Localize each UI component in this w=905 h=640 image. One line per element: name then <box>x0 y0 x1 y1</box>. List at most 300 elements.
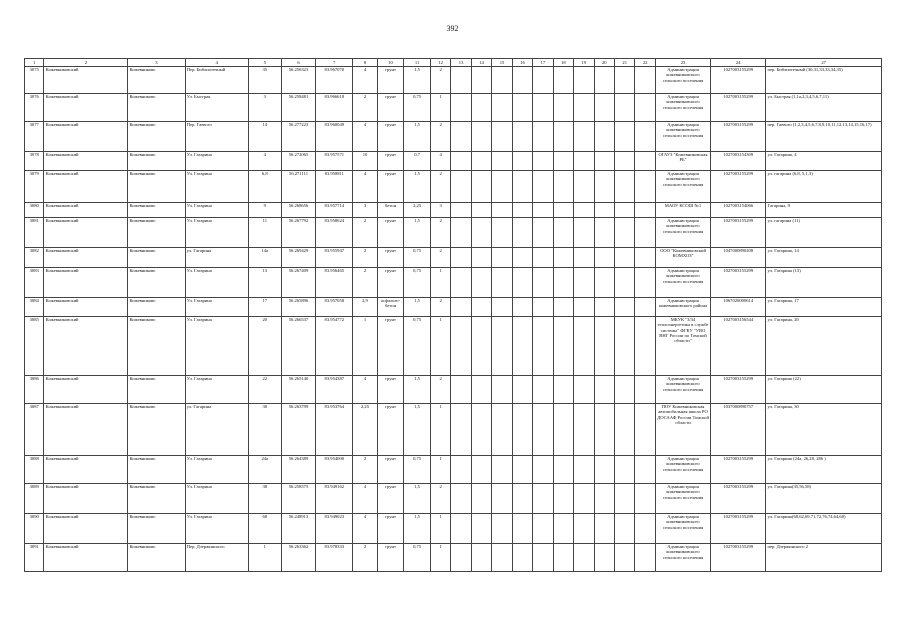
cell-note: ул. Гагарина, 20 <box>766 316 882 375</box>
cell-empty <box>451 316 471 375</box>
cell-len: 4 <box>248 151 281 170</box>
cell-km: 0,75 <box>404 455 431 483</box>
cell-empty <box>492 543 512 571</box>
cell-km: 0,7 <box>404 151 431 170</box>
cell-cat: 2 <box>430 66 450 93</box>
cell-street: Ул. Гагарина <box>185 170 248 202</box>
cell-note: ул. Гагарина(35,56,58) <box>766 483 882 513</box>
cell-width: 4 <box>353 66 378 93</box>
cell-empty <box>471 247 491 267</box>
cell-ogrn: 1027003155299 <box>711 217 766 247</box>
cell-lon: 83.955947 <box>316 247 353 267</box>
cell-empty <box>635 202 655 217</box>
header-cell: 5 <box>248 59 281 67</box>
cell-district: Кожевниковский <box>44 121 128 151</box>
road-register-table <box>24 58 882 572</box>
cell-empty <box>471 375 491 403</box>
cell-empty <box>512 375 532 403</box>
cell-empty <box>553 66 573 93</box>
cell-n: 3081 <box>25 217 44 247</box>
cell-street: Ул. Гагарина <box>185 151 248 170</box>
cell-cat: 2 <box>430 297 450 316</box>
table-row <box>25 455 882 483</box>
cell-empty <box>614 267 634 297</box>
cell-street: Ул. Гагарина <box>185 297 248 316</box>
cell-district: Кожевниковский <box>44 66 128 93</box>
cell-note: ул. Гагарина, 4 <box>766 151 882 170</box>
table-row <box>25 170 882 202</box>
cell-km: 1,5 <box>404 170 431 202</box>
cell-lon: 83.953764 <box>316 403 353 455</box>
table-row <box>25 202 882 217</box>
cell-settlement: Кожевниково <box>128 483 185 513</box>
cell-empty <box>533 93 553 121</box>
cell-n: 3086 <box>25 375 44 403</box>
cell-empty <box>614 66 634 93</box>
cell-empty <box>451 151 471 170</box>
cell-empty <box>471 267 491 297</box>
cell-empty <box>471 316 491 375</box>
header-cell: 23 <box>655 59 710 67</box>
cell-empty <box>635 217 655 247</box>
table-row <box>25 513 882 543</box>
header-cell: 2 <box>44 59 128 67</box>
cell-ogrn: 1027003155299 <box>711 170 766 202</box>
cell-empty <box>512 483 532 513</box>
cell-note: ул. Гагарина (24а, 26,28, 286 ) <box>766 455 882 483</box>
cell-empty <box>533 455 553 483</box>
cell-empty <box>492 483 512 513</box>
cell-empty <box>553 247 573 267</box>
cell-district: Кожевниковский <box>44 151 128 170</box>
cell-len: 30 <box>248 403 281 455</box>
cell-empty <box>471 66 491 93</box>
cell-len: 24а <box>248 455 281 483</box>
cell-street: Ул. Гагарина <box>185 483 248 513</box>
cell-empty <box>614 297 634 316</box>
cell-cat: 2 <box>430 217 450 247</box>
cell-empty <box>512 297 532 316</box>
cell-district: Кожевниковский <box>44 202 128 217</box>
cell-cover: грунт <box>377 93 404 121</box>
cell-note: ул. Гагарина, 14 <box>766 247 882 267</box>
cell-cat: 1 <box>430 543 450 571</box>
cell-empty <box>492 297 512 316</box>
cell-cat: 1 <box>430 267 450 297</box>
cell-lat: 56.258481 <box>281 93 316 121</box>
cell-lat: 56.265896 <box>281 297 316 316</box>
page-number: 392 <box>446 24 459 33</box>
cell-empty <box>451 297 471 316</box>
cell-km: 1,5 <box>404 297 431 316</box>
cell-empty <box>614 375 634 403</box>
cell-n: 3082 <box>25 247 44 267</box>
cell-note: ул. Гагарина (13) <box>766 267 882 297</box>
cell-lon: 83.949023 <box>316 513 353 543</box>
cell-len: 9 <box>248 202 281 217</box>
cell-note: ул. Гагарина(68,62,69,71,72,76,74,64,60) <box>766 513 882 543</box>
cell-settlement: Кожевниково <box>128 66 185 93</box>
cell-empty <box>574 455 594 483</box>
cell-empty <box>553 170 573 202</box>
cell-ogrn: 1027003155299 <box>711 375 766 403</box>
cell-empty <box>594 66 614 93</box>
cell-empty <box>594 121 614 151</box>
cell-ogrn: 1027003154066 <box>711 202 766 217</box>
cell-empty <box>512 316 532 375</box>
cell-empty <box>512 267 532 297</box>
cell-cover: грунт <box>377 543 404 571</box>
cell-n: 3089 <box>25 483 44 513</box>
header-cell: 16 <box>512 59 532 67</box>
cell-empty <box>594 403 614 455</box>
cell-empty <box>614 543 634 571</box>
cell-empty <box>614 247 634 267</box>
table-row <box>25 316 882 375</box>
cell-len: 14а <box>248 247 281 267</box>
cell-note: ул. Быстрая (1,1а,2,3,4,5,6,7,11) <box>766 93 882 121</box>
cell-ogrn: 1037000890757 <box>711 403 766 455</box>
cell-owner: Администрация кожевниковского сельского поселения <box>655 543 710 571</box>
cell-empty <box>471 121 491 151</box>
cell-lat: 56.267792 <box>281 217 316 247</box>
cell-width: 4 <box>353 121 378 151</box>
cell-lat: 56.267409 <box>281 267 316 297</box>
cell-n: 3077 <box>25 121 44 151</box>
cell-empty <box>512 170 532 202</box>
cell-empty <box>471 93 491 121</box>
cell-len: 35 <box>248 66 281 93</box>
cell-note: Гагарина, 9 <box>766 202 882 217</box>
cell-len: 6,8 <box>248 170 281 202</box>
cell-lon: 83.958624 <box>316 217 353 247</box>
cell-empty <box>635 151 655 170</box>
cell-owner: Администрация кожевниковского сельского поселения <box>655 93 710 121</box>
header-cell: 13 <box>451 59 471 67</box>
cell-empty <box>614 455 634 483</box>
cell-empty <box>533 316 553 375</box>
cell-lon: 83.954000 <box>316 455 353 483</box>
cell-empty <box>512 217 532 247</box>
cell-empty <box>471 170 491 202</box>
cell-cover: грунт <box>377 375 404 403</box>
cell-empty <box>512 66 532 93</box>
cell-empty <box>594 316 614 375</box>
cell-n: 3090 <box>25 513 44 543</box>
header-cell: 27 <box>766 59 882 67</box>
cell-empty <box>574 217 594 247</box>
cell-empty <box>492 217 512 247</box>
cell-empty <box>492 316 512 375</box>
cell-empty <box>574 170 594 202</box>
cell-owner: Администрация кожевниковского сельского поселения <box>655 455 710 483</box>
cell-settlement: Кожевниково <box>128 403 185 455</box>
cell-empty <box>492 93 512 121</box>
cell-empty <box>574 121 594 151</box>
cell-ogrn: 1027003155299 <box>711 66 766 93</box>
cell-settlement: Кожевниково <box>128 202 185 217</box>
cell-settlement: Кожевниково <box>128 455 185 483</box>
cell-empty <box>451 66 471 93</box>
cell-lon: 83.954387 <box>316 375 353 403</box>
cell-owner: Администрация кожевниковского сельского поселения <box>655 217 710 247</box>
cell-empty <box>635 247 655 267</box>
cell-cover: грунт <box>377 513 404 543</box>
cell-empty <box>533 513 553 543</box>
cell-width: 2 <box>353 217 378 247</box>
cell-empty <box>553 543 573 571</box>
cell-width: 2,25 <box>353 403 378 455</box>
cell-empty <box>451 170 471 202</box>
cell-empty <box>553 202 573 217</box>
cell-empty <box>574 66 594 93</box>
cell-empty <box>594 483 614 513</box>
cell-cover: грунт <box>377 267 404 297</box>
cell-note: ул. Гагарина (22) <box>766 375 882 403</box>
cell-lat: 56.258575 <box>281 483 316 513</box>
cell-km: 0,75 <box>404 543 431 571</box>
cell-empty <box>594 202 614 217</box>
cell-street: Ул. Гагарина <box>185 267 248 297</box>
cell-note: ул. гагарина (11) <box>766 217 882 247</box>
cell-street: Ул. Гагарина <box>185 316 248 375</box>
cell-cat: 2 <box>430 375 450 403</box>
cell-owner: Администрация кожевниковского сельского поселения <box>655 121 710 151</box>
cell-cover: грунт <box>377 483 404 513</box>
cell-cat: 1 <box>430 93 450 121</box>
cell-lon: 83.957714 <box>316 202 353 217</box>
cell-km: 1,5 <box>404 403 431 455</box>
cell-lon: 83.949162 <box>316 483 353 513</box>
cell-width: 4 <box>353 513 378 543</box>
cell-empty <box>533 170 553 202</box>
cell-cover: грунт <box>377 455 404 483</box>
cell-empty <box>574 151 594 170</box>
cell-empty <box>451 483 471 513</box>
cell-empty <box>594 151 614 170</box>
header-cell: 24 <box>711 59 766 67</box>
cell-empty <box>471 217 491 247</box>
cell-n: 3088 <box>25 455 44 483</box>
cell-empty <box>492 66 512 93</box>
cell-street: Ул. Гагарина <box>185 513 248 543</box>
cell-empty <box>451 267 471 297</box>
cell-km: 0,75 <box>404 247 431 267</box>
cell-empty <box>574 93 594 121</box>
cell-empty <box>574 247 594 267</box>
cell-lon: 83.954772 <box>316 316 353 375</box>
cell-district: Кожевниковский <box>44 543 128 571</box>
cell-cover: грунт <box>377 170 404 202</box>
cell-empty <box>492 170 512 202</box>
cell-empty <box>594 297 614 316</box>
cell-street: ул. Гагарина <box>185 403 248 455</box>
cell-cover: грунт <box>377 247 404 267</box>
cell-empty <box>594 247 614 267</box>
cell-district: Кожевниковский <box>44 403 128 455</box>
cell-settlement: Кожевниково <box>128 543 185 571</box>
cell-width: 4 <box>353 170 378 202</box>
cell-empty <box>512 151 532 170</box>
cell-lat: 56.268656 <box>281 202 316 217</box>
header-cell: 19 <box>574 59 594 67</box>
cell-empty <box>574 403 594 455</box>
cell-empty <box>533 267 553 297</box>
cell-empty <box>451 375 471 403</box>
header-cell: 14 <box>471 59 491 67</box>
cell-empty <box>635 66 655 93</box>
cell-lon: 83.967070 <box>316 66 353 93</box>
cell-cover: грунт <box>377 66 404 93</box>
cell-width: 2 <box>353 247 378 267</box>
cell-n: 3079 <box>25 170 44 202</box>
cell-width: 3 <box>353 202 378 217</box>
cell-empty <box>614 403 634 455</box>
cell-empty <box>635 170 655 202</box>
cell-empty <box>533 297 553 316</box>
cell-settlement: Кожевниково <box>128 267 185 297</box>
cell-empty <box>553 297 573 316</box>
cell-lat: 56.263362 <box>281 543 316 571</box>
cell-owner: Администрация кожевниковского сельского поселения <box>655 483 710 513</box>
cell-cat: 2 <box>430 247 450 267</box>
cell-empty <box>451 247 471 267</box>
header-cell: 10 <box>377 59 404 67</box>
cell-empty <box>635 543 655 571</box>
cell-empty <box>635 403 655 455</box>
cell-empty <box>492 267 512 297</box>
cell-cat: 1 <box>430 403 450 455</box>
cell-empty <box>553 93 573 121</box>
cell-empty <box>594 267 614 297</box>
cell-owner: МАОУ КСОШ №1 <box>655 202 710 217</box>
cell-district: Кожевниковский <box>44 316 128 375</box>
cell-street: Пер. Гаевого <box>185 121 248 151</box>
cell-n: 3084 <box>25 297 44 316</box>
cell-ogrn: 1027003155299 <box>711 513 766 543</box>
cell-km: 1,5 <box>404 121 431 151</box>
cell-empty <box>553 267 573 297</box>
cell-owner: ОГАУЗ "Кожевниковская РБ" <box>655 151 710 170</box>
header-cell: 1 <box>25 59 44 67</box>
table-row <box>25 267 882 297</box>
cell-empty <box>594 375 614 403</box>
header-cell: 7 <box>316 59 353 67</box>
cell-district: Кожевниковский <box>44 483 128 513</box>
cell-district: Кожевниковский <box>44 375 128 403</box>
cell-lon: 83.978333 <box>316 543 353 571</box>
cell-empty <box>614 151 634 170</box>
cell-cover: грунт <box>377 121 404 151</box>
cell-n: 3083 <box>25 267 44 297</box>
cell-settlement: Кожевниково <box>128 513 185 543</box>
cell-owner: Администрация кожевниковского сельского поселения <box>655 513 710 543</box>
cell-lat: 56.263799 <box>281 403 316 455</box>
cell-empty <box>553 151 573 170</box>
cell-width: 1 <box>353 316 378 375</box>
header-cell: 4 <box>185 59 248 67</box>
cell-empty <box>492 121 512 151</box>
cell-cover: бетон <box>377 202 404 217</box>
cell-lat: 56.256323 <box>281 66 316 93</box>
cell-n: 3075 <box>25 66 44 93</box>
header-cell: 11 <box>404 59 431 67</box>
cell-empty <box>614 202 634 217</box>
cell-km: 1,5 <box>404 217 431 247</box>
table-row <box>25 403 882 455</box>
cell-km: 0,75 <box>404 316 431 375</box>
cell-empty <box>635 121 655 151</box>
cell-cover: грунт <box>377 403 404 455</box>
cell-empty <box>574 316 594 375</box>
cell-cat: 1 <box>430 513 450 543</box>
table-row <box>25 217 882 247</box>
cell-empty <box>533 202 553 217</box>
cell-len: 68 <box>248 513 281 543</box>
cell-len: 1 <box>248 543 281 571</box>
cell-empty <box>553 217 573 247</box>
cell-empty <box>533 375 553 403</box>
header-cell: 3 <box>128 59 185 67</box>
cell-empty <box>451 513 471 543</box>
cell-empty <box>533 543 553 571</box>
cell-empty <box>451 202 471 217</box>
cell-empty <box>574 375 594 403</box>
cell-empty <box>614 121 634 151</box>
cell-empty <box>492 455 512 483</box>
cell-empty <box>471 151 491 170</box>
cell-owner: Администрация кожевниковского сельского поселения <box>655 170 710 202</box>
cell-note: ул. гагарина (6,8, 5,1,3) <box>766 170 882 202</box>
cell-len: 22 <box>248 375 281 403</box>
cell-street: Ул. Быстрая <box>185 93 248 121</box>
cell-ogrn: 1027003155299 <box>711 121 766 151</box>
table-row <box>25 93 882 121</box>
cell-settlement: Кожевниково <box>128 217 185 247</box>
cell-empty <box>451 543 471 571</box>
cell-ogrn: 1027003155299 <box>711 543 766 571</box>
cell-settlement: Кожевниково <box>128 316 185 375</box>
cell-len: 14 <box>248 121 281 151</box>
cell-empty <box>594 93 614 121</box>
cell-n: 3087 <box>25 403 44 455</box>
cell-n: 3091 <box>25 543 44 571</box>
cell-lon: 83.957058 <box>316 297 353 316</box>
cell-lat: 56.269429 <box>281 247 316 267</box>
cell-ogrn: 1027003155299 <box>711 483 766 513</box>
cell-empty <box>635 267 655 297</box>
cell-district: Кожевниковский <box>44 217 128 247</box>
cell-width: 2 <box>353 93 378 121</box>
cell-empty <box>512 247 532 267</box>
cell-km: 1,5 <box>404 513 431 543</box>
cell-empty <box>492 151 512 170</box>
cell-empty <box>574 267 594 297</box>
cell-width: 2 <box>353 543 378 571</box>
cell-empty <box>533 151 553 170</box>
cell-empty <box>635 455 655 483</box>
cell-note: ул. Гагарина, 17 <box>766 297 882 316</box>
cell-empty <box>614 93 634 121</box>
cell-width: 10 <box>353 151 378 170</box>
cell-empty <box>594 543 614 571</box>
cell-empty <box>574 513 594 543</box>
cell-empty <box>492 247 512 267</box>
cell-lat: 56.265140 <box>281 375 316 403</box>
cell-lat: 56.264389 <box>281 455 316 483</box>
cell-owner: Администрация кожевниковского района <box>655 297 710 316</box>
cell-empty <box>553 513 573 543</box>
